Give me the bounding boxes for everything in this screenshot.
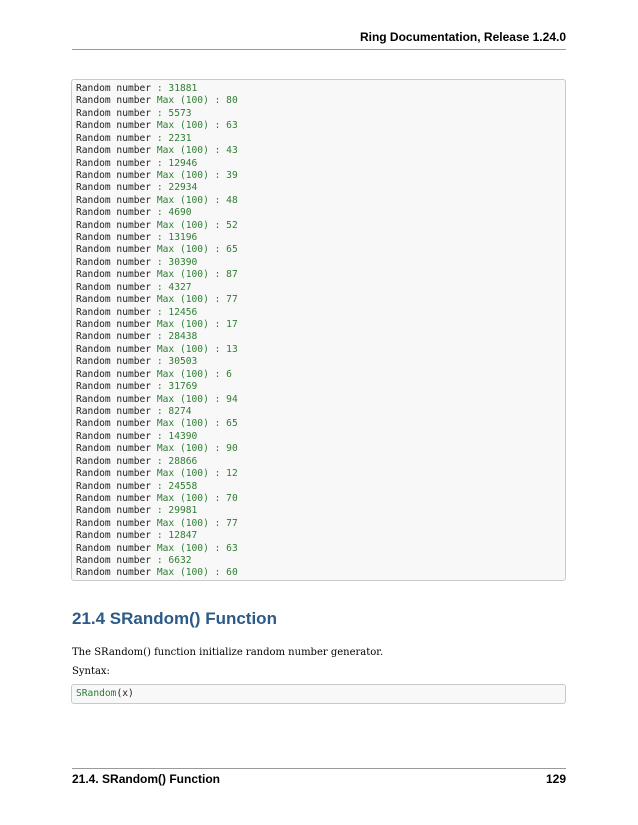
output-line-value: Max (100) : 77 [151, 517, 238, 529]
output-line-value: : 12946 [151, 157, 198, 169]
output-line-label: Random number [76, 443, 152, 455]
output-line-value: Max (100) : 77 [151, 294, 238, 306]
output-line-label: Random number [76, 319, 152, 331]
output-line-label: Random number [76, 356, 152, 368]
output-line [76, 394, 238, 406]
output-line-value: : 30503 [151, 356, 198, 368]
output-line-label: Random number [76, 505, 152, 517]
output-line-label: Random number [76, 381, 152, 393]
output-line [76, 443, 238, 455]
output-line-label: Random number [76, 157, 152, 169]
output-line-value: Max (100) : 63 [151, 542, 238, 554]
output-line-value: Max (100) : 39 [151, 169, 238, 181]
output-line-label: Random number [76, 294, 152, 306]
output-line [76, 468, 238, 480]
output-line-value: Max (100) : 12 [151, 468, 238, 480]
output-line-label: Random number [76, 244, 152, 256]
output-line [76, 220, 238, 232]
output-line [76, 530, 238, 542]
output-line-label: Random number [76, 169, 152, 181]
output-line [76, 257, 238, 269]
output-line [76, 120, 238, 132]
output-line-label: Random number [76, 95, 152, 107]
output-line [76, 518, 238, 530]
output-line-label: Random number [76, 405, 152, 417]
output-line [76, 493, 238, 505]
output-line-label: Random number [76, 132, 152, 144]
output-line-label: Random number [76, 182, 152, 194]
output-line-value: : 29981 [151, 505, 198, 517]
output-line-value: : 13196 [151, 232, 198, 244]
output-line [76, 567, 238, 579]
output-line [76, 145, 238, 157]
output-line-value: Max (100) : 70 [151, 492, 238, 504]
output-line-value: Max (100) : 65 [151, 244, 238, 256]
output-line [76, 182, 238, 194]
output-line-value: Max (100) : 48 [151, 194, 238, 206]
output-line [76, 307, 238, 319]
output-line [76, 282, 238, 294]
output-line [76, 83, 238, 95]
output-line [76, 418, 238, 430]
output-line [76, 108, 238, 120]
footer-divider [72, 768, 566, 769]
output-line [76, 431, 238, 443]
output-line-value: : 4690 [151, 207, 192, 219]
output-line [76, 170, 238, 182]
syntax-function-name: SRandom [76, 688, 117, 699]
output-line-value: Max (100) : 52 [151, 219, 238, 231]
output-line-label: Random number [76, 306, 152, 318]
output-line-value: : 8274 [151, 405, 192, 417]
output-line [76, 319, 238, 331]
header-divider [72, 49, 566, 50]
output-line [76, 207, 238, 219]
output-line [76, 381, 238, 393]
footer-section-title: 21.4. SRandom() Function [72, 772, 221, 786]
output-lines [76, 83, 238, 580]
output-line-label: Random number [76, 281, 152, 293]
page-number: 129 [545, 772, 566, 786]
output-line-value: : 24558 [151, 480, 198, 492]
output-line-value: : 12847 [151, 530, 198, 542]
output-line-value: Max (100) : 60 [151, 567, 238, 579]
output-line-label: Random number [76, 145, 152, 157]
syntax-code-block [71, 684, 566, 704]
output-line-label: Random number [76, 418, 152, 430]
output-line [76, 244, 238, 256]
output-line-value: Max (100) : 6 [151, 368, 232, 380]
output-line-value: Max (100) : 94 [151, 393, 238, 405]
output-line-value: : 22934 [151, 182, 198, 194]
output-line-label: Random number [76, 232, 152, 244]
output-line-value: Max (100) : 90 [151, 443, 238, 455]
function-description: The SRandom() function initialize random number generator. [72, 647, 384, 658]
output-line-value: Max (100) : 80 [151, 95, 238, 107]
output-line-label: Random number [76, 269, 152, 281]
output-line-label: Random number [76, 567, 152, 579]
output-line-value: Max (100) : 17 [151, 319, 238, 331]
output-line-label: Random number [76, 455, 152, 467]
output-line-label: Random number [76, 256, 152, 268]
output-line [76, 344, 238, 356]
output-line-value: : 12456 [151, 306, 198, 318]
output-line-label: Random number [76, 468, 152, 480]
output-line [76, 543, 238, 555]
output-line-value: Max (100) : 13 [151, 343, 238, 355]
output-line [76, 369, 238, 381]
output-line [76, 269, 238, 281]
output-line-label: Random number [76, 120, 152, 132]
output-line-label: Random number [76, 492, 152, 504]
syntax-arguments: (x) [116, 688, 134, 699]
output-line [76, 232, 238, 244]
output-line-label: Random number [76, 530, 152, 542]
output-line-label: Random number [76, 368, 152, 380]
output-line [76, 406, 238, 418]
output-line-value: : 28866 [151, 455, 198, 467]
output-line [76, 331, 238, 343]
section-heading: 21.4 SRandom() Function [72, 609, 277, 628]
output-line-label: Random number [76, 555, 152, 567]
output-line-label: Random number [76, 219, 152, 231]
output-line-label: Random number [76, 542, 152, 554]
output-line [76, 555, 238, 567]
output-line-label: Random number [76, 430, 152, 442]
output-line [76, 158, 238, 170]
output-line-value: : 6632 [151, 555, 192, 567]
output-line-label: Random number [76, 517, 152, 529]
output-code-block [71, 79, 566, 581]
output-line [76, 481, 238, 493]
output-line-label: Random number [76, 107, 152, 119]
syntax-label: Syntax: [72, 666, 110, 677]
output-line-value: Max (100) : 65 [151, 418, 238, 430]
output-line-value: : 2231 [151, 132, 192, 144]
output-line-value: : 31769 [151, 381, 198, 393]
output-line-value: Max (100) : 43 [151, 145, 238, 157]
output-line [76, 505, 238, 517]
output-line [76, 95, 238, 107]
output-line [76, 133, 238, 145]
output-line-label: Random number [76, 194, 152, 206]
output-line [76, 195, 238, 207]
output-line-value: Max (100) : 87 [151, 269, 238, 281]
output-line-label: Random number [76, 207, 152, 219]
syntax-line [76, 688, 134, 700]
output-line-value: : 4327 [151, 281, 192, 293]
output-line-value: : 28438 [151, 331, 198, 343]
output-line-label: Random number [76, 393, 152, 405]
output-line [76, 456, 238, 468]
output-line-label: Random number [76, 480, 152, 492]
output-line-label: Random number [76, 83, 152, 94]
output-line-value: : 31881 [151, 83, 198, 94]
output-line [76, 294, 238, 306]
running-header: Ring Documentation, Release 1.24.0 [359, 30, 566, 44]
output-line-label: Random number [76, 331, 152, 343]
output-line-value: Max (100) : 63 [151, 120, 238, 132]
output-line-label: Random number [76, 343, 152, 355]
output-line [76, 356, 238, 368]
output-line-value: : 5573 [151, 107, 192, 119]
output-line-value: : 30390 [151, 256, 198, 268]
output-line-value: : 14390 [151, 430, 198, 442]
